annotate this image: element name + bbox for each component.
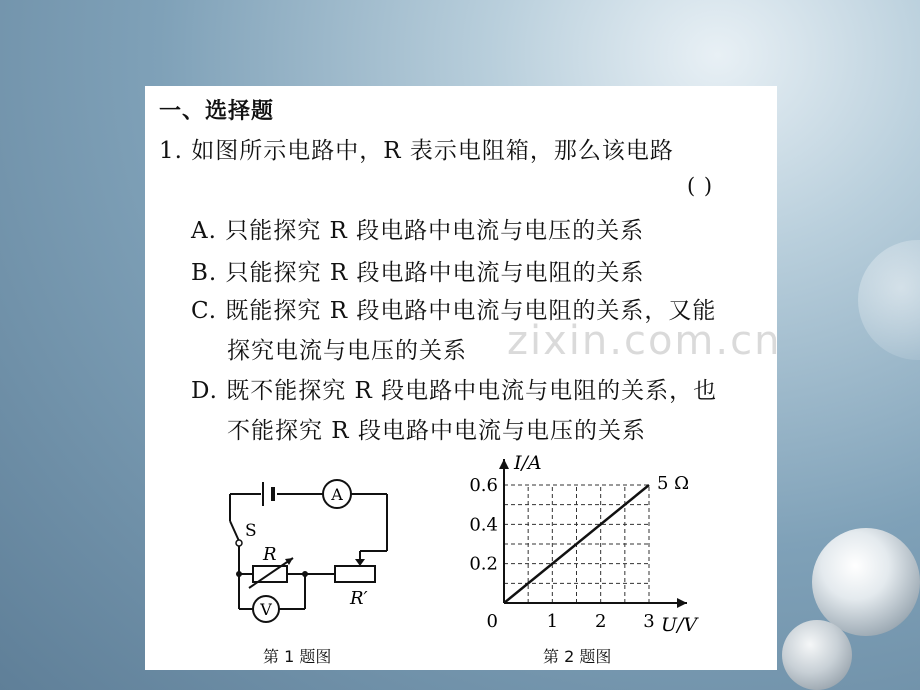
x-tick-label: 1	[546, 611, 559, 632]
origin-label: 0	[486, 611, 498, 632]
figure1-caption: 第 1 题图	[263, 647, 332, 666]
option-c-continued: 探究电流与电压的关系	[227, 338, 467, 364]
section-title: 一、选择题	[159, 99, 275, 124]
series-label: 5 Ω	[657, 473, 690, 494]
resistor-label: R	[263, 544, 277, 565]
option-d[interactable]: D. 既不能探究 R 段电路中电流与电阻的关系，也	[191, 378, 718, 404]
rheostat-slider-arrow-icon	[355, 559, 365, 566]
iu-chart	[461, 450, 711, 640]
ammeter-label: A	[331, 485, 343, 504]
x-axis-arrow-icon	[677, 598, 687, 608]
junction-dot	[302, 571, 308, 577]
rheostat-label: R′	[350, 588, 368, 609]
figure2-caption: 第 2 题图	[543, 647, 612, 666]
circuit-diagram	[215, 466, 405, 631]
background-sphere	[782, 620, 852, 690]
switch-label: S	[245, 521, 257, 541]
y-tick-label: 0.2	[469, 553, 498, 575]
voltmeter-label: V	[260, 600, 272, 619]
y-tick-label: 0.6	[469, 475, 498, 496]
y-tick-label: 0.4	[469, 514, 498, 536]
question-card	[145, 86, 782, 670]
background-sphere	[858, 240, 920, 360]
option-a[interactable]: A. 只能探究 R 段电路中电流与电压的关系	[191, 218, 645, 244]
background-sphere	[812, 528, 920, 636]
answer-blank: ( )	[687, 174, 714, 198]
y-axis-arrow-icon	[499, 459, 509, 469]
watermark: zixin.com.cn	[507, 318, 782, 364]
option-c[interactable]: C. 既能探究 R 段电路中电流与电阻的关系，又能	[191, 298, 717, 324]
option-b[interactable]: B. 只能探究 R 段电路中电流与电阻的关系	[191, 260, 645, 286]
junction-dot	[236, 571, 242, 577]
x-axis-label: U/V	[661, 614, 698, 636]
question-stem: 1. 如图所示电路中，R 表示电阻箱，那么该电路	[159, 138, 674, 164]
y-axis-label: I/A	[514, 452, 542, 474]
x-tick-label: 2	[594, 611, 607, 632]
x-tick-label: 3	[643, 611, 655, 632]
switch-contact	[236, 540, 242, 546]
option-d-continued: 不能探究 R 段电路中电流与电压的关系	[227, 418, 646, 444]
